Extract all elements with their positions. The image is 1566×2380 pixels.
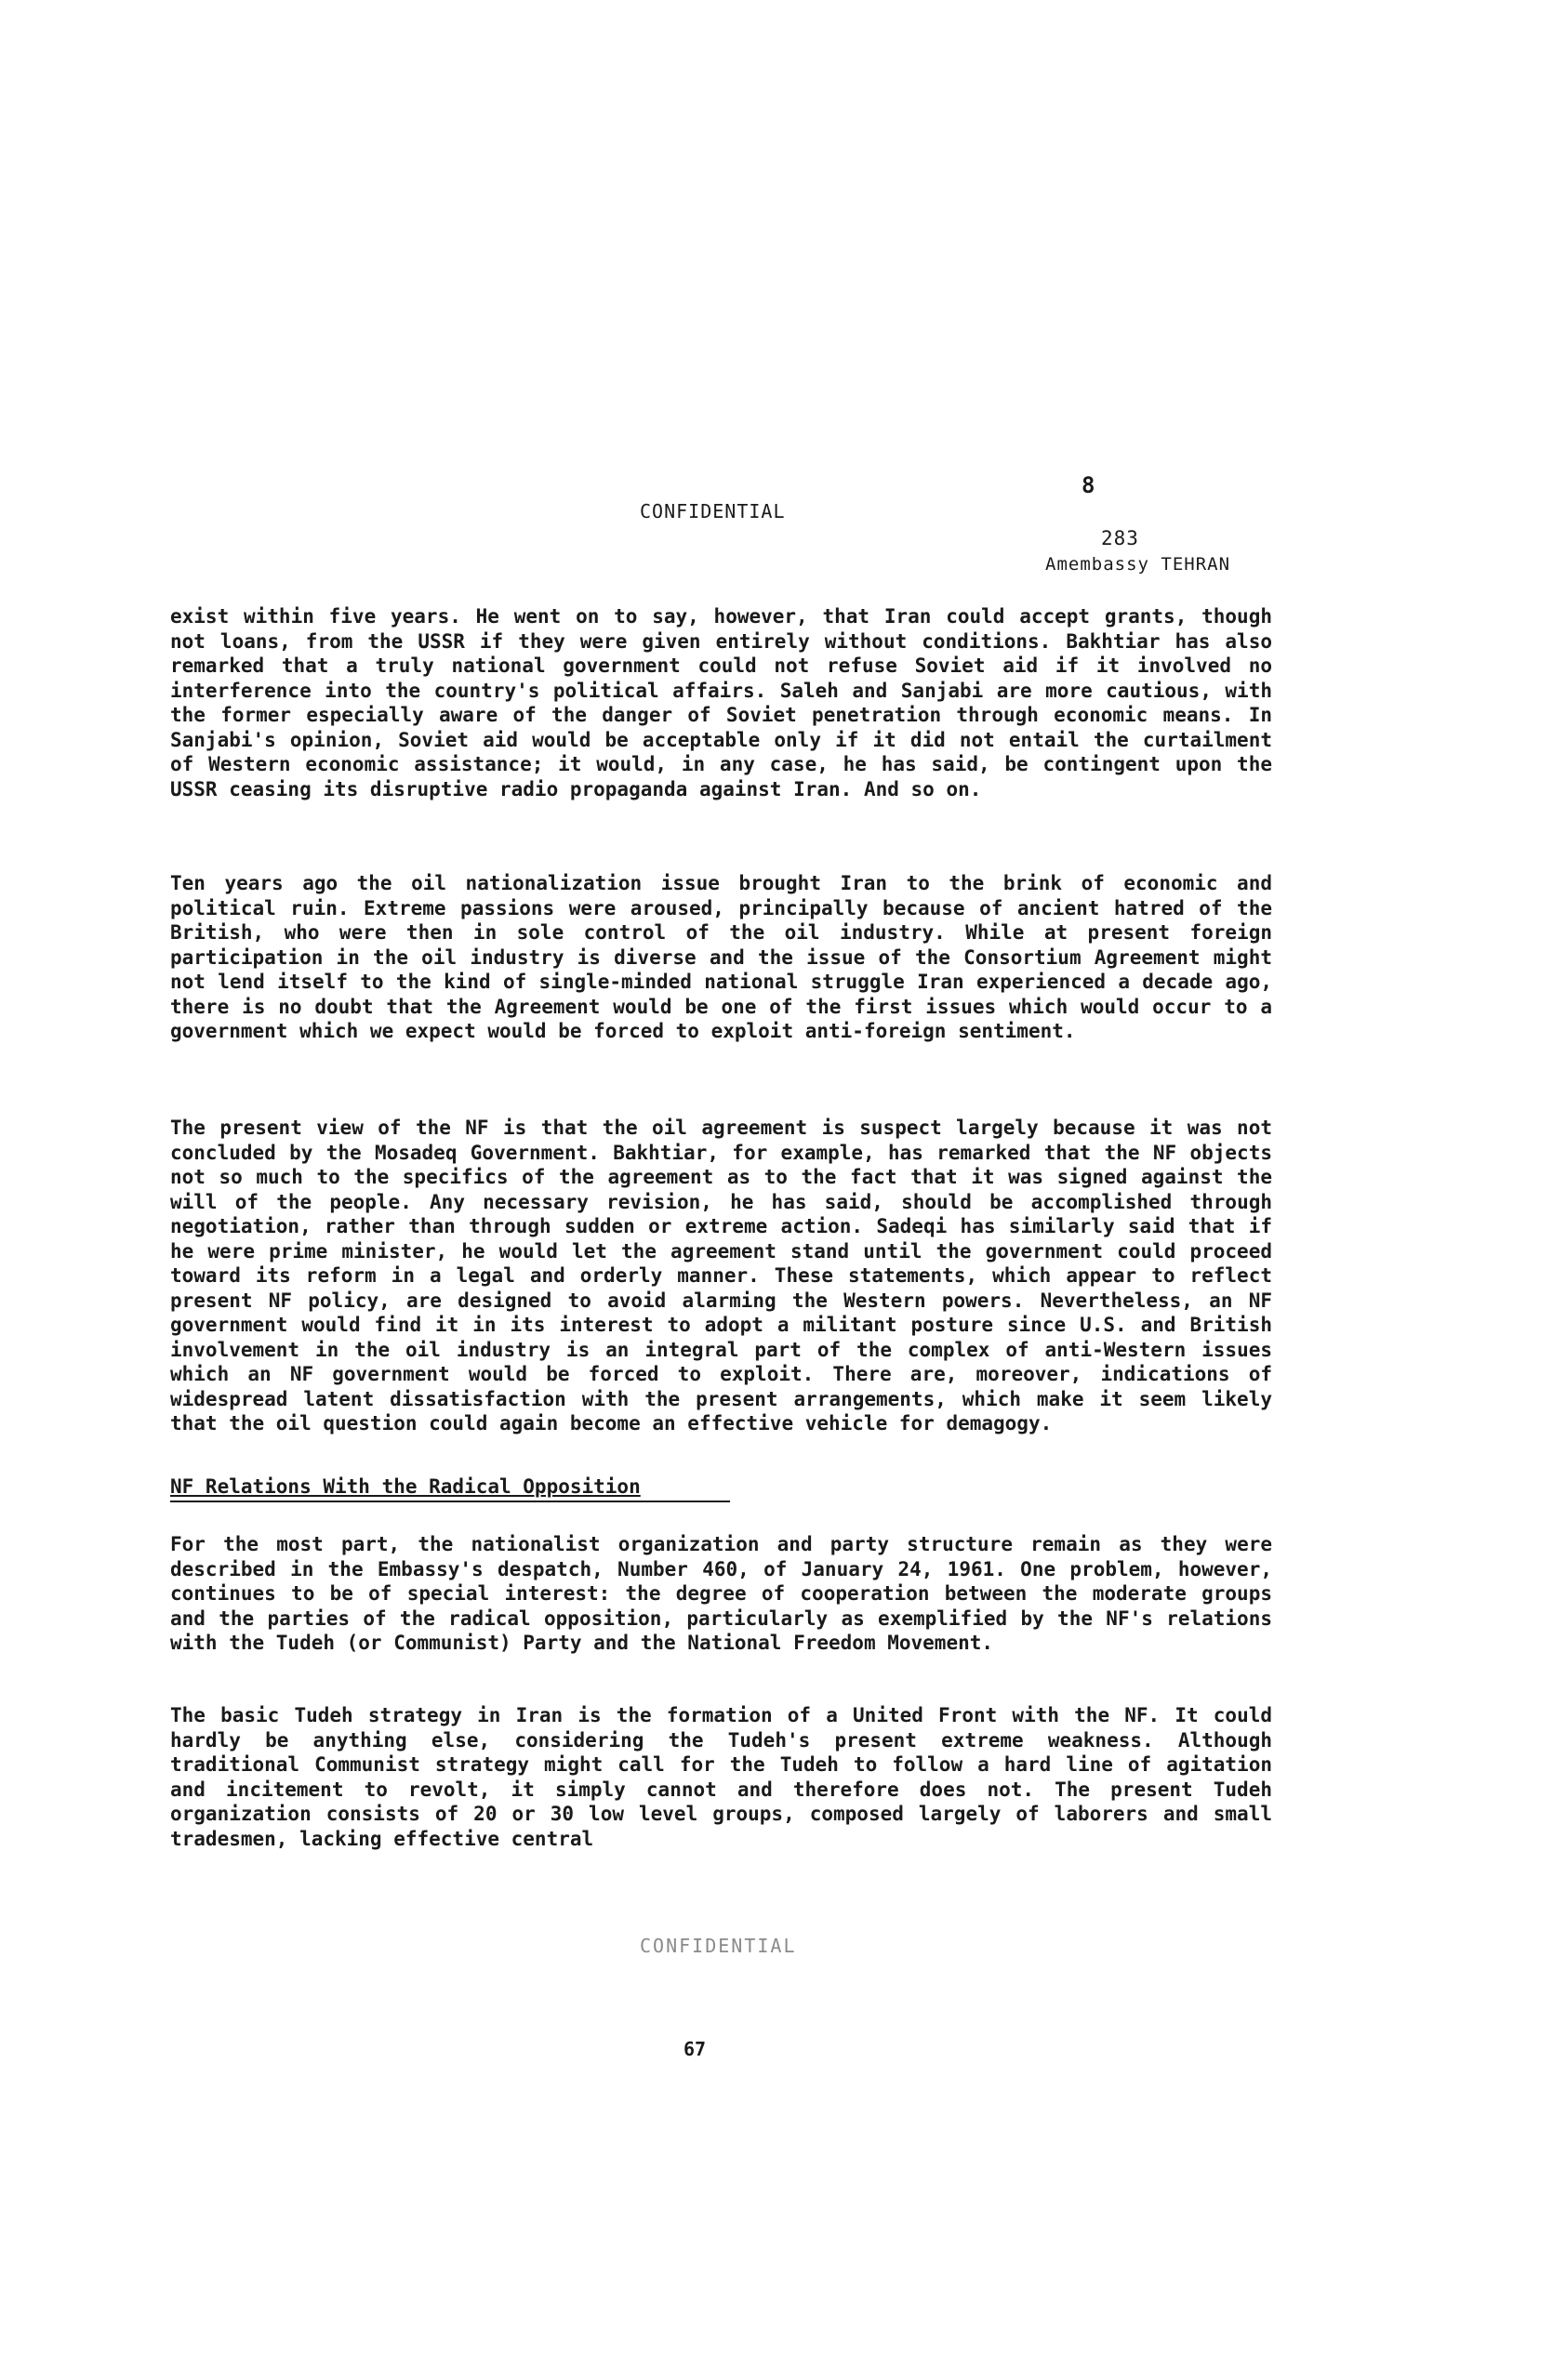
paragraph-oil-nationalization: Ten years ago the oil nationalization issue brought Iran to the brink of economic and political ruin. Extreme passions were aroused, principally because of ancient hatred of the British, who were then in sole control of the oil industry. While at present foreign participation in the oil industry is diverse and the issue of the Consortium Agreement might not lend itself to the kind of single-minded national struggle Iran experienced a decade ago, there is no doubt that the Agreement would be one of the first issues which would occur to a government which we expect would be forced to exploit anti-foreign sentiment. <box>170 872 1272 1042</box>
footer-page-number: 67 <box>683 2038 707 2060</box>
section-heading: NF Relations With the Radical Opposition <box>170 1475 641 1498</box>
despatch-number: 283 <box>1101 527 1139 549</box>
paragraph-party-structure: For the most part, the nationalist organization and party structure remain as they were described in the Embassy's despatch, Number 460, of January 24, 1961. One problem, however, continues to be of special interest: the degree of cooperation between the moderate groups and the parties of the radical opposition, particularly as exemplified by the NF's relations with the Tudeh (or Communist) Party and the National Freedom Movement. <box>170 1533 1272 1654</box>
paragraph-oil-agreement: The present view of the NF is that the oil agreement is suspect largely because it was not concluded by the Mosadeq Government. Bakhtiar, for example, has remarked that the NF objects not so much to the specifics of the agreement as to the fact that it was signed against the will of the people. Any necessary revision, he has said, should be accomplished through negotiation, rather than through sudden or extreme action. Sadeqi has similarly said that if he were prime minister, he would let the agreement stand until the government could proceed toward its reform in a legal and orderly manner. These statements, which appear to reflect present NF policy, are designed to avoid alarming the Western powers. Nevertheless, an NF government would find it in its interest to adopt a militant posture since U.S. and British involvement in the oil industry is an integral part of the complex of anti-Western issues which an NF government would be forced to exploit. There are, moreover, indications of widespread latent dissatisfaction with the present arrangements, which make it seem likely that the oil question could again become an effective vehicle for demagogy. <box>170 1117 1272 1435</box>
paragraph-tudeh-strategy: The basic Tudeh strategy in Iran is the formation of a United Front with the NF. It could hardly be anything else, considering the Tudeh's present extreme weakness. Although traditional Communist strategy might call for the Tudeh to follow a hard line of agitation and incitement to revolt, it simply cannot and therefore does not. The present Tudeh organization consists of 20 or 30 low level groups, composed largely of laborers and small tradesmen, lacking effective central <box>170 1704 1272 1850</box>
paragraph-soviet-aid: exist within five years. He went on to say, however, that Iran could accept grants, though not loans, from the USSR if they were given entirely without conditions. Bakhtiar has also remarked that a truly national government could not refuse Soviet aid if it involved no interference into the country's political affairs. Saleh and Sanjabi are more cautious, with the former especially aware of the danger of Soviet penetration through economic means. In Sanjabi's opinion, Soviet aid would be acceptable only if it did not entail the curtailment of Western economic assistance; it would, in any case, he has said, be contingent upon the USSR ceasing its disruptive radio propaganda against Iran. And so on. <box>170 605 1272 800</box>
page-number: 8 <box>1082 472 1096 498</box>
classification-footer: CONFIDENTIAL <box>640 1935 797 1957</box>
classification-header: CONFIDENTIAL <box>640 500 786 522</box>
sender-line: Amembassy TEHRAN <box>1045 554 1231 575</box>
heading-underline <box>170 1501 730 1502</box>
